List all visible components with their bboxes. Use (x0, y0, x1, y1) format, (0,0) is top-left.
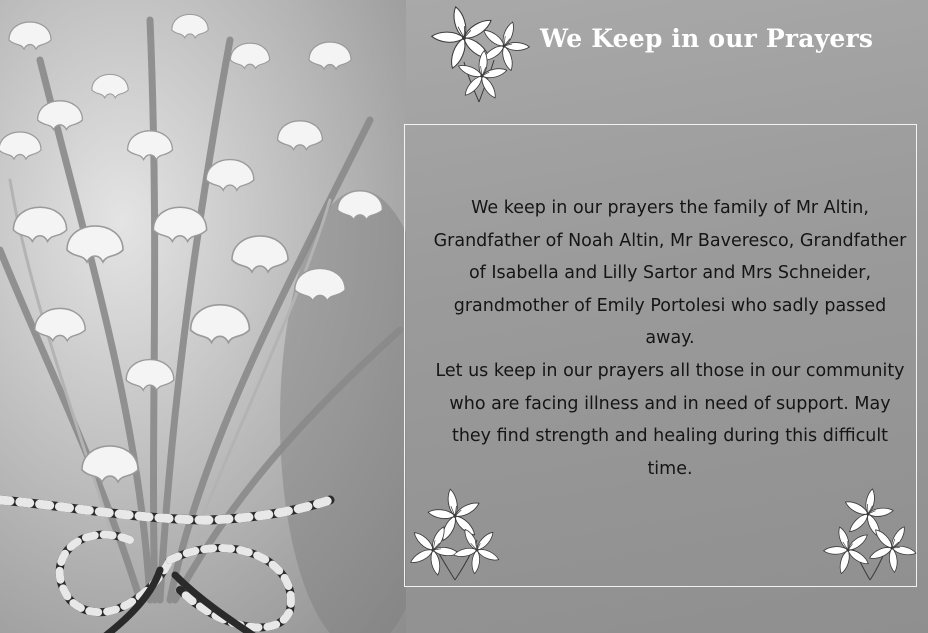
lily-flower-icon (405, 484, 505, 588)
message-paragraph-condolence: We keep in our prayers the family of Mr Altin, Grandfather of Noah Altin, Mr Baveresco, Grandfather of Isabella and Lilly Sartor and Mrs Schneider, grandmother of Emily Portolesi who sadly passed away. (433, 198, 907, 349)
lily-bouquet-photo (0, 0, 406, 633)
lily-bouquet-illustration (0, 0, 406, 633)
message-paragraph-community: Let us keep in our prayers all those in our community who are facing illness and in need of support. May they find strength and healing during this difficult time. (435, 360, 905, 479)
lily-flower-icon (822, 484, 917, 588)
message-body (430, 192, 910, 485)
lily-flower-icon (424, 2, 534, 111)
page-title: We Keep in our Prayers (540, 24, 874, 53)
